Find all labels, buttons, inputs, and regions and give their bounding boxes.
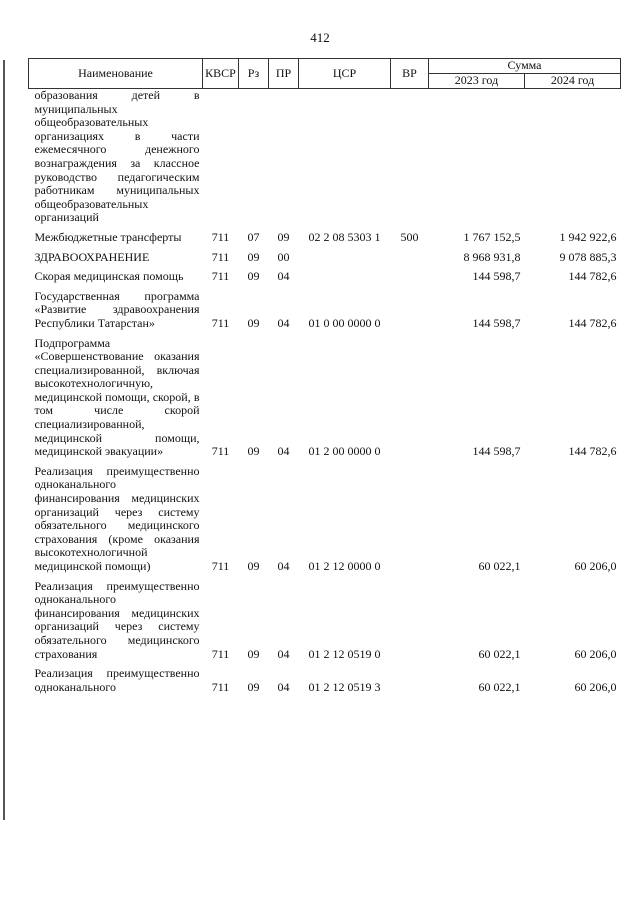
cell-csr: 01 2 12 0000 0 [308,559,381,573]
cell-sum-2024: 1 942 922,6 [559,229,617,244]
cell-rz: 09 [247,249,260,264]
cell-vr [391,334,429,462]
page-number: 412 [310,30,330,45]
table-row [29,287,621,334]
cell-vr [391,267,429,287]
cell-sum-2024: 9 078 885,3 [559,249,617,264]
cell-csr [299,89,391,228]
cell-rz [239,89,269,228]
cell-sum-2023: 144 598,7 [472,269,521,284]
table-header [29,59,621,89]
cell-sum-2024: 60 206,0 [574,679,617,694]
cell-rz: 09 [247,269,260,284]
cell-rz: 09 [247,679,260,694]
cell-kvsr: 711 [211,249,230,264]
cell-sum-2024: 60 206,0 [574,646,617,661]
cell-vr [391,89,429,228]
cell-vr [391,287,429,334]
table-row [29,334,621,462]
cell-sum-2024: 144 782,6 [568,444,617,459]
cell-kvsr: 711 [211,269,230,284]
header-2023: 2023 год [429,74,525,89]
cell-sum-2023: 60 022,1 [478,559,521,573]
cell-name: ЗДРАВООХРАНЕНИЕ [34,249,150,264]
header-sum: Сумма [429,59,621,74]
table-row [29,267,621,287]
cell-csr [299,248,391,268]
cell-rz: 07 [247,229,260,244]
cell-name: Реализация преимущественно одноканального финансирования медицинских организаций через систему обязательного медицинского страхования (кроме оказания высокотехнологичной медицинской помощи) [34,463,200,573]
table-row [29,577,621,665]
cell-sum-2023: 8 968 931,8 [463,249,521,264]
budget-table [28,58,621,697]
cell-vr [391,577,429,665]
cell-vr [391,462,429,577]
cell-vr [391,248,429,268]
header-vr: ВР [391,59,429,89]
cell-sum-2023: 60 022,1 [478,646,521,661]
cell-sum-2024 [525,89,621,228]
cell-csr: 01 2 12 0519 3 [308,679,381,694]
cell-sum-2023: 144 598,7 [472,315,521,330]
cell-rz: 09 [247,559,260,573]
cell-csr: 01 0 00 0000 0 [308,315,381,330]
header-name: Наименование [29,59,203,89]
cell-pr: 04 [277,315,290,330]
left-margin-line [3,60,5,820]
cell-vr [391,664,429,697]
cell-pr: 09 [277,229,290,244]
table-row [29,228,621,248]
cell-name: Скорая медицинская помощь [34,269,184,284]
table-row [29,462,621,577]
cell-sum-2023 [429,89,525,228]
cell-sum-2023: 60 022,1 [478,679,521,694]
cell-csr [299,267,391,287]
cell-sum-2023: 1 767 152,5 [463,229,521,244]
cell-kvsr: 711 [211,646,230,661]
cell-rz: 09 [247,315,260,330]
cell-kvsr: 711 [211,315,230,330]
cell-csr: 01 2 00 0000 0 [308,444,381,459]
table-row [29,89,621,228]
cell-pr: 00 [277,249,290,264]
cell-pr: 04 [277,646,290,661]
cell-rz: 09 [247,444,260,459]
cell-kvsr: 711 [211,229,230,244]
cell-sum-2024: 144 782,6 [568,269,617,284]
table-row [29,248,621,268]
table-body [29,89,621,698]
header-kvsr: КВСР [203,59,239,89]
cell-rz: 09 [247,646,260,661]
cell-sum-2024: 60 206,0 [574,559,617,573]
cell-kvsr [203,89,239,228]
cell-name: Реализация преимущественно одноканального финансирования медицинских организаций через систему обязательного медицинского страхования [34,578,200,661]
cell-sum-2024: 144 782,6 [568,315,617,330]
cell-pr: 04 [277,679,290,694]
cell-kvsr: 711 [211,444,230,459]
cell-csr: 02 2 08 5303 1 [308,229,381,244]
cell-sum-2023: 144 598,7 [472,444,521,459]
table-row [29,664,621,697]
header-csr: ЦСР [299,59,391,89]
cell-pr: 04 [277,559,290,573]
cell-name: Подпрограмма «Совершенствование оказания специализированной, включая высокотехнологичную, медицинской помощи, скорой, в том числе скорой специализированной, медицинской помощи, медицинской эвакуации» [34,335,200,459]
cell-pr [269,89,299,228]
header-pr: ПР [269,59,299,89]
cell-name: Государственная программа «Развитие здравоохранения Республики Татарстан» [34,288,200,330]
cell-name: образования детей в муниципальных общеобразовательных организациях в части ежемесячного денежного вознаграждения за классное руководство педагогическим работникам муниципальных общеобразовательных организаций [34,88,200,225]
cell-name: Реализация преимущественно одноканального [34,666,200,694]
cell-csr: 01 2 12 0519 0 [308,646,381,661]
header-rz: Рз [239,59,269,89]
cell-pr: 04 [277,444,290,459]
cell-kvsr: 711 [211,679,230,694]
cell-vr: 500 [400,229,419,244]
cell-kvsr: 711 [211,559,230,573]
cell-pr: 04 [277,269,290,284]
header-2024: 2024 год [525,74,621,89]
cell-name: Межбюджетные трансферты [34,229,182,244]
